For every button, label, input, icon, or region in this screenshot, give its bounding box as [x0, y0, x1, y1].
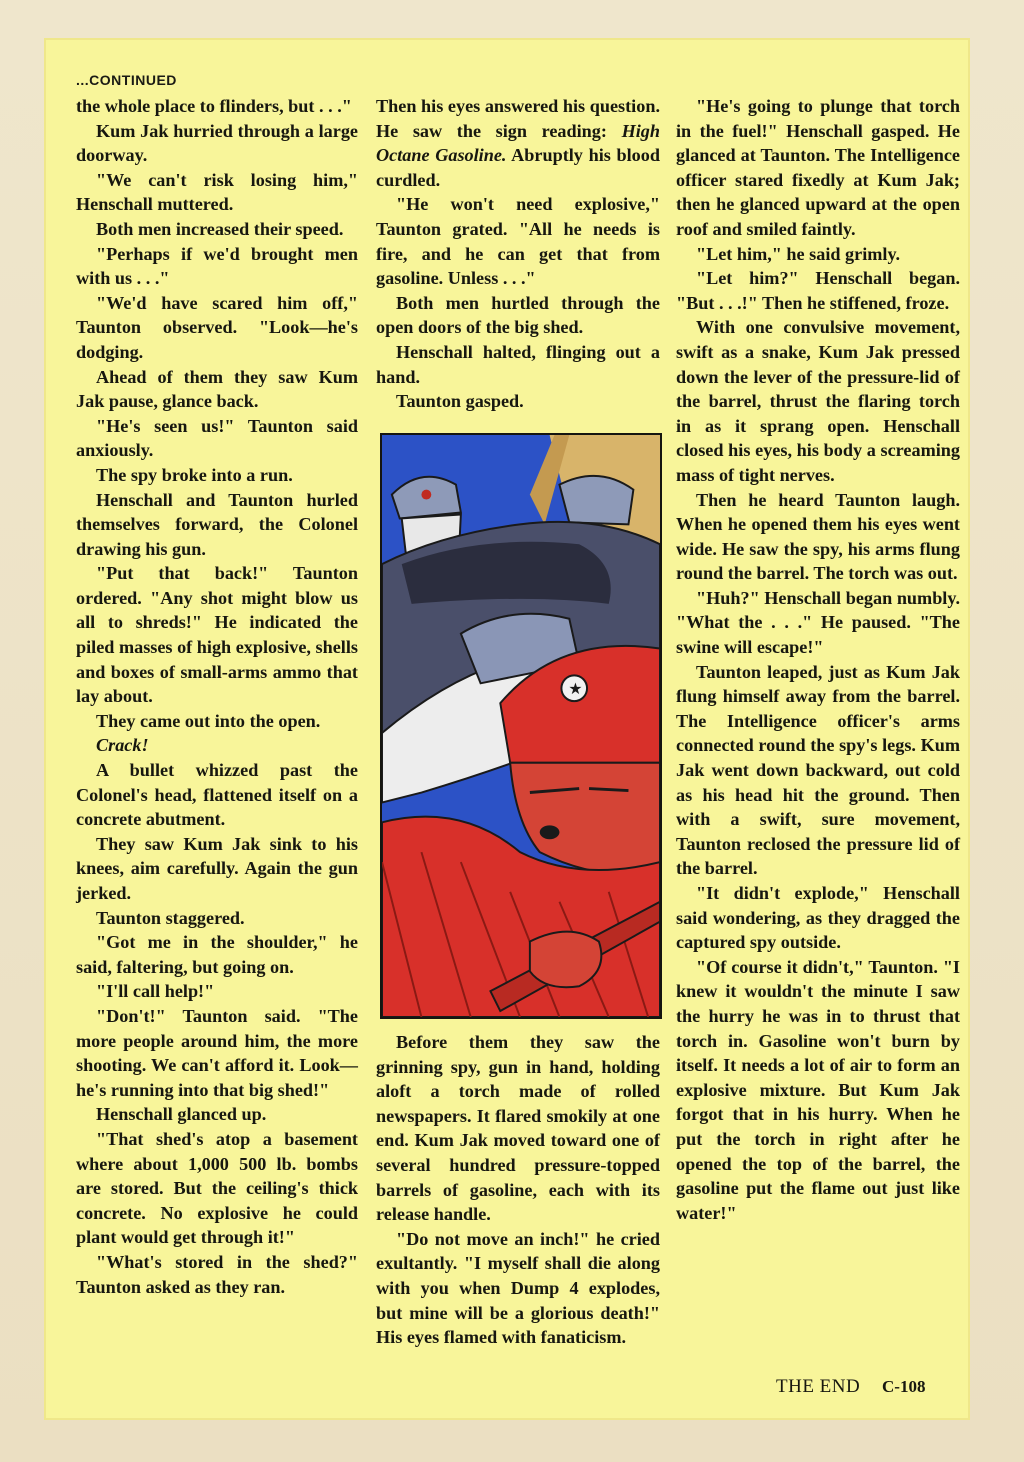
paragraph: "Do not move an inch!" he cried exultantly. "I myself shall die along with you when Dump 4 explodes, but mine will be a glorious death!" His eyes flamed with fanaticism. [376, 1228, 660, 1348]
paragraph: Then he heard Taunton laugh. When he opened them his eyes went wide. He saw the spy, his arms flung round the barrel. The torch was out. [676, 489, 960, 584]
paragraph: the whole place to flinders, but . . ." [76, 96, 352, 116]
paragraph: "Perhaps if we'd brought men with us . . ." [76, 243, 358, 289]
paragraph: Taunton staggered. [96, 907, 245, 928]
paragraph: They came out into the open. [96, 710, 321, 731]
continued-header: ...CONTINUED [76, 72, 177, 88]
svg-text:★: ★ [568, 679, 583, 699]
paragraph: "Let him," he said grimly. [696, 243, 901, 264]
text-column-1 [76, 94, 358, 1299]
page-code: C-108 [882, 1377, 926, 1396]
paragraph: "It didn't explode," Henschall said wondering, as they dragged the captured spy outside. [676, 883, 960, 953]
paragraph: "He won't need explosive," Taunton grated. "All he needs is fire, and he can get that from gasoline. Unless . . ." [376, 194, 660, 289]
comic-illustration-panel [380, 433, 662, 1019]
paragraph: Kum Jak hurried through a large doorway. [76, 120, 358, 166]
paragraph: "Of course it didn't," Taunton. "I knew it wouldn't the minute I saw the hurry he was in to thrust that torch in. Gasoline won't burn by itself. It needs a lot of air to form an explosive mixture. But Kum Jak forgot that in his hurry. When he put the torch in right after he opened the top of the barrel, the gasoline put the flame out just like water!" [676, 956, 960, 1223]
paragraph: Taunton gasped. [396, 391, 524, 412]
paragraph: "Got me in the shoulder," he said, faltering, but going on. [76, 932, 358, 977]
the-end-label: THE END [776, 1376, 861, 1397]
paragraph: "Huh?" Henschall began numbly. "What the . . ." He paused. "The swine will escape!" [676, 587, 960, 658]
illustration-art [382, 435, 660, 1017]
paragraph: "I'll call help!" [96, 981, 215, 1002]
text-column-2-top [376, 94, 660, 414]
paragraph: "He's seen us!" Taunton said anxiously. [76, 415, 358, 461]
text-column-2-bottom [376, 1030, 660, 1350]
paragraph-crack: Crack! [96, 735, 149, 756]
paragraph: "Don't!" Taunton said. "The more people around him, the more shooting. We can't afford it. Look—he's running into that big shed!" [76, 1005, 358, 1100]
paragraph: The spy broke into a run. [96, 464, 293, 485]
paragraph: Henschall glanced up. [96, 1104, 267, 1125]
paragraph: Henschall and Taunton hurled themselves forward, the Colonel drawing his gun. [76, 489, 358, 559]
paragraph: They saw Kum Jak sink to his knees, aim carefully. Again the gun jerked. [76, 833, 358, 903]
paragraph: Then his eyes answered his question. He saw the sign reading: High Octane Gasoline. Abruptly his blood curdled. [376, 96, 660, 190]
paragraph: Henschall halted, flinging out a hand. [376, 341, 660, 387]
paragraph: "We can't risk losing him," Henschall muttered. [76, 169, 358, 215]
paragraph: Both men increased their speed. [96, 218, 344, 239]
paragraph: With one convulsive movement, swift as a snake, Kum Jak pressed down the lever of the pressure-lid of the barrel, thrust the flaring torch in as it sprang open. Henschall closed his eyes, his body a screaming mass of tight nerves. [676, 317, 960, 485]
paragraph: Taunton leaped, just as Kum Jak flung himself away from the barrel. The Intelligence officer's arms connected round the spy's legs. Kum Jak went down backward, out cold as his head hit the ground. Then with a swift, sure movement, Taunton reclosed the pressure lid of the barrel. [676, 661, 960, 879]
paragraph: "Put that back!" Taunton ordered. "Any shot might blow us all to shreds!" He indicated the piled masses of high explosive, shells and boxes of small-arms ammo that lay about. [76, 563, 358, 707]
paragraph: Before them they saw the grinning spy, gun in hand, holding aloft a torch made of rolled newspapers. It flared smokily at one end. Kum Jak moved toward one of several hundred pressure-topped barrels of gasoline, each with its release handle. [376, 1032, 660, 1225]
paragraph: "He's going to plunge that torch in the fuel!" Henschall gasped. He glanced at Taunton. The Intelligence officer stared fixedly at Kum Jak; then he glanced upward at the open roof and smiled faintly. [676, 96, 960, 239]
paragraph: "We'd have scared him off," Taunton observed. "Look—he's dodging. [76, 292, 358, 362]
text-column-3 [676, 94, 960, 1225]
paragraph: Ahead of them they saw Kum Jak pause, glance back. [76, 366, 358, 412]
paragraph: "That shed's atop a basement where about 1,000 500 lb. bombs are stored. But the ceiling's thick concrete. No explosive he could plant would get through it!" [76, 1128, 358, 1248]
paragraph: Both men hurtled through the open doors of the big shed. [376, 292, 660, 338]
paragraph: A bullet whizzed past the Colonel's head, flattened itself on a concrete abutment. [76, 760, 358, 830]
paragraph: "Let him?" Henschall began. "But . . .!" Then he stiffened, froze. [676, 268, 960, 313]
paragraph: "What's stored in the shed?" Taunton asked as they ran. [76, 1251, 358, 1297]
